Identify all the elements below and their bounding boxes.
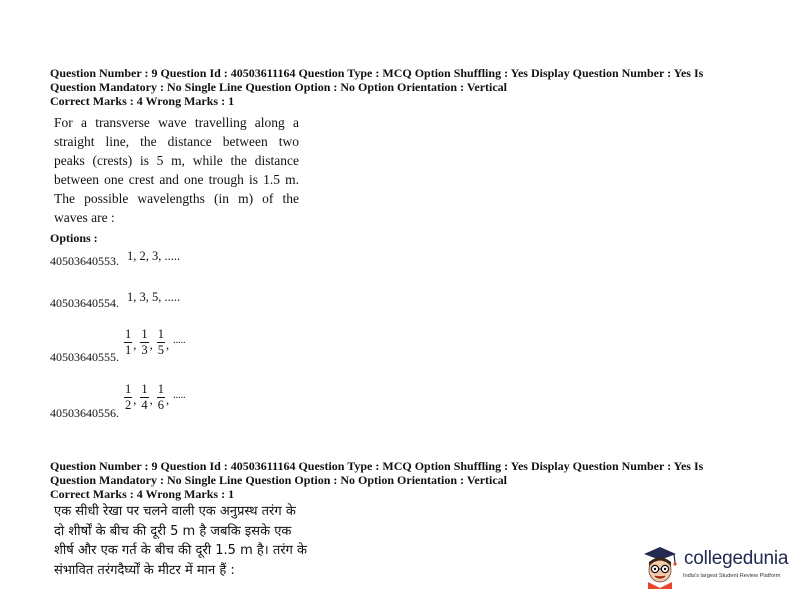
question-text-line: peaks (crests) is 5 m, while the distance <box>54 153 299 168</box>
collegedunia-logo <box>640 545 789 591</box>
question-text-line: दो शीर्षों के बीच की दूरी 5 m है जबकि इसके एक <box>54 523 292 539</box>
question-meta <box>50 459 740 501</box>
question-text-line: शीर्ष और एक गर्त के बीच की दूरी 1.5 m है। तरंग के <box>54 543 307 558</box>
question-meta-line-2: Question Mandatory : No Single Line Question Option : No Option Orientation : Vertical <box>50 473 508 487</box>
question-meta-line-1: Question Number : 9 Question Id : 40503611164 Question Type : MCQ Option Shuffling : Yes Display Question Number : Yes Is <box>50 66 704 80</box>
question-text-hindi <box>54 502 307 580</box>
logo-wordmark: collegedunia <box>684 548 789 569</box>
question-text-line: For a transverse wave travelling along a <box>54 115 299 130</box>
question-text-line: संभावित तरंगदैर्घ्यों के मीटर में मान हैं : <box>54 562 235 578</box>
fraction: $\frac{1}{3}$ <box>141 327 148 357</box>
question-marks: Correct Marks : 4 Wrong Marks : 1 <box>50 94 235 108</box>
question-meta-line-1: Question Number : 9 Question Id : 40503611164 Question Type : MCQ Option Shuffling : Yes Display Question Number : Yes Is <box>50 459 704 473</box>
ellipsis: ..... <box>173 390 186 401</box>
fraction: $\frac{1}{2}$ <box>125 382 132 412</box>
option-id: 40503640556. <box>50 406 119 420</box>
option-fractions: $\frac{1}{2}$ , $\frac{1}{4}$ , $\frac{1}{6}$ , ..... <box>125 382 186 412</box>
student-mascot-icon <box>640 545 680 589</box>
question-text-line: straight line, the distance between two <box>54 134 299 149</box>
option-text: 1, 2, 3, ..... <box>127 249 181 263</box>
question-text-line: waves are : <box>54 210 115 225</box>
question-text-line: The possible wavelengths (in m) of the <box>54 191 299 206</box>
question-text-line: between one crest and one trough is 1.5 m. <box>54 172 299 187</box>
question-text <box>54 113 299 227</box>
fraction: $\frac{1}{6}$ <box>157 382 164 412</box>
question-meta-line-2: Question Mandatory : No Single Line Question Option : No Option Orientation : Vertical <box>50 80 508 94</box>
ellipsis: ..... <box>173 335 186 346</box>
fraction: $\frac{1}{5}$ <box>157 327 164 357</box>
option-id: 40503640553. <box>50 254 119 268</box>
fraction: $\frac{1}{1}$ <box>125 327 132 357</box>
question-meta <box>50 66 740 108</box>
fraction: $\frac{1}{4}$ <box>141 382 148 412</box>
option-text: 1, 3, 5, ..... <box>127 290 181 304</box>
question-text-line: एक सीधी रेखा पर चलने वाली एक अनुप्रस्थ तरंग के <box>54 504 296 519</box>
option-fractions: $\frac{1}{1}$ , $\frac{1}{3}$ , $\frac{1}{5}$ , ..... <box>125 327 186 357</box>
question-marks: Correct Marks : 4 Wrong Marks : 1 <box>50 487 235 501</box>
option-id: 40503640554. <box>50 296 119 310</box>
options-label: Options : <box>50 231 98 245</box>
option-id: 40503640555. <box>50 350 119 364</box>
logo-tagline: India's largest Student Review Platform <box>683 573 781 579</box>
